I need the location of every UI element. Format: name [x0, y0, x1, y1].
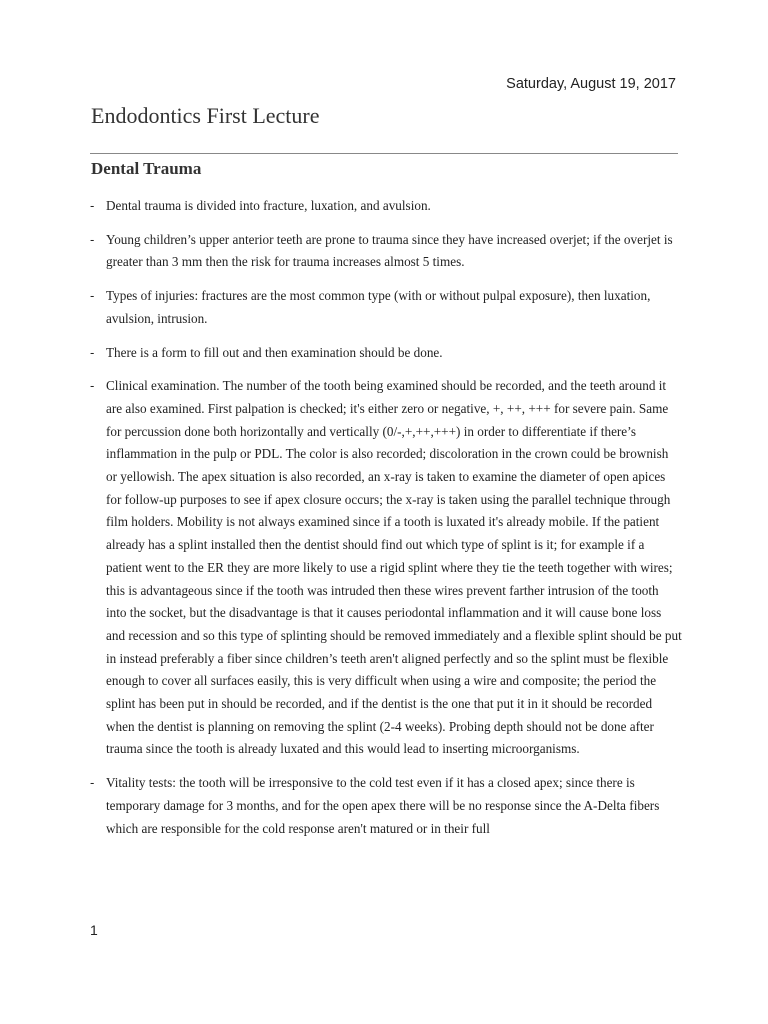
list-item: [90, 229, 682, 274]
bullet-list: [90, 195, 682, 851]
list-item: [90, 375, 682, 761]
list-item-text: Vitality tests: the tooth will be irresponsive to the cold test even if it has a closed apex; since there is temporary damage for 3 months, and for the open apex there will be no response since the A-Delta fibers which are responsible for the cold response aren't matured or in their full: [106, 775, 660, 836]
bullet-marker: -: [90, 288, 95, 304]
bullet-marker: -: [90, 344, 95, 360]
list-item-text: Young children’s upper anterior teeth are prone to trauma since they have increased overjet; if the overjet is greater than 3 mm then the risk for trauma increases almost 5 times.: [106, 231, 673, 270]
list-item: [90, 342, 682, 365]
page-number: 1: [90, 922, 98, 938]
document-title: Endodontics First Lecture: [91, 103, 320, 128]
list-item-text: There is a form to fill out and then examination should be done.: [106, 344, 443, 360]
document-date: Saturday, August 19, 2017: [506, 76, 676, 92]
list-item: [90, 772, 682, 840]
list-item: [90, 195, 682, 218]
title-divider: [90, 153, 678, 154]
bullet-marker: -: [90, 231, 95, 247]
list-item-text: Clinical examination. The number of the tooth being examined should be recorded, and the teeth around it are also examined. First palpation is checked; it's either zero or negative, +, ++, +++ for severe pain. Same for percussion done both horizontally and vertically (0/-,+,++,+++) in order to differentiate if there’s inflammation in the pulp or PDL. The color is also recorded; discoloration in the crown could be brownish or yellowish. The apex situation is also recorded, an x-ray is taken to examine the diameter of open apices for follow-up purposes to see if apex closure occurs; the x-ray is taken using the parallel technique through film holders. Mobility is not always examined since if a tooth is luxated it's already mobile. If the patient already has a splint installed then the dentist should find out which type of splint is it; for example if a patient went to the ER they are more likely to use a rigid splint where they tie the teeth together with wires; this is advantageous since if the tooth was intruded then these wires prevent farther intrusion of the tooth into the socket, but the disadvantage is that it causes periodontal inflammation and it will cause bone loss and recession and so this type of splinting should be removed immediately and a flexible splint should be put in instead preferably a fiber since children’s teeth aren't aligned perfectly and so the splint must be flexible enough to cover all surfaces easily, this is very difficult when using a wire and composite; the period the splint has been put in should be recorded, and if the dentist is the one that put it in it should be recorded when the dentist is planning on removing the splint (2-4 weeks). Probing depth should not be done after trauma since the tooth is already luxated and this would lead to inserting microorganisms.: [106, 378, 682, 757]
bullet-marker: -: [90, 378, 95, 394]
list-item-text: Dental trauma is divided into fracture, luxation, and avulsion.: [106, 198, 431, 213]
bullet-marker: -: [90, 198, 95, 213]
bullet-marker: -: [90, 775, 95, 791]
list-item-text: Types of injuries: fractures are the most common type (with or without pulpal exposure), then luxation, avulsion, intrusion.: [106, 288, 651, 326]
list-item: [90, 285, 682, 330]
section-heading: Dental Trauma: [91, 159, 202, 178]
